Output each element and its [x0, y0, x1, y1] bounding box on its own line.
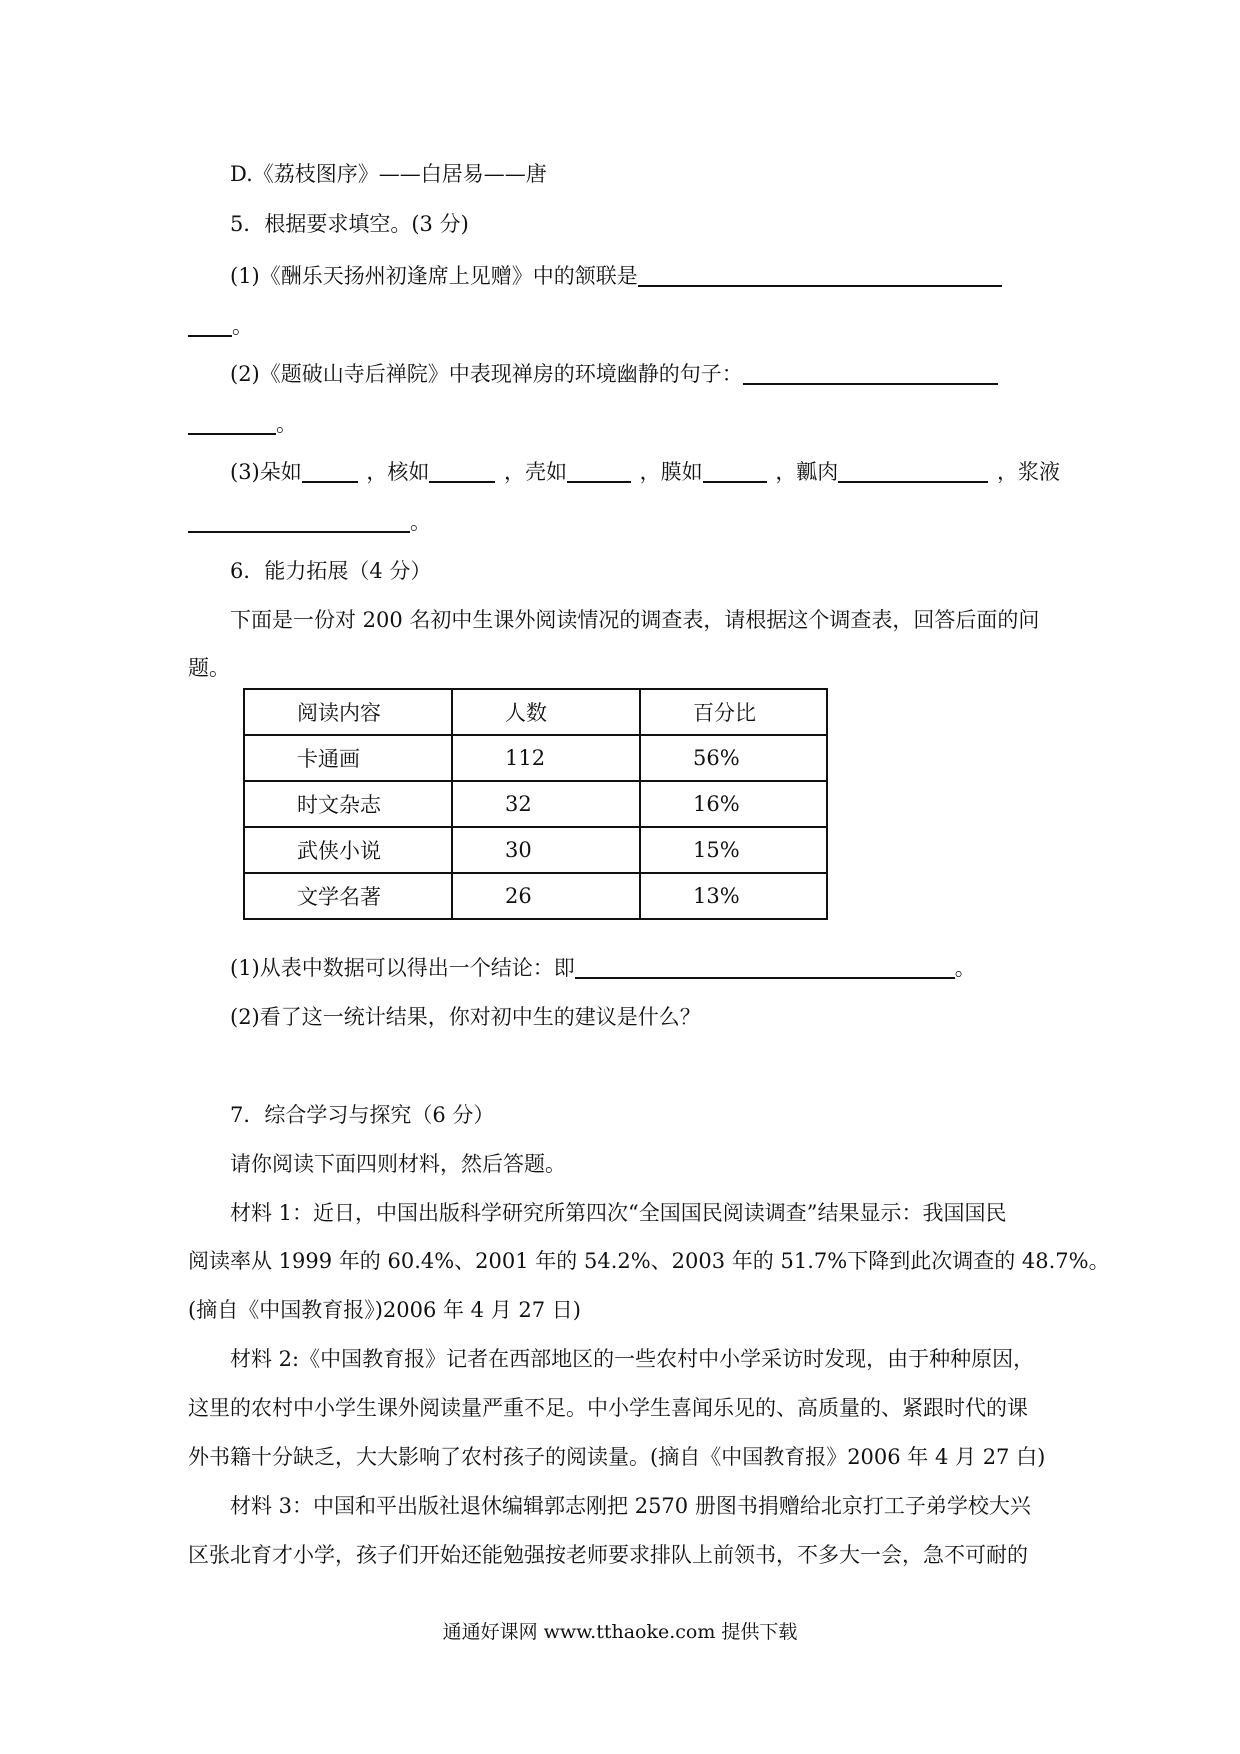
- q7-material3-line2: 区张北育才小学，孩子们开始还能勉强按老师要求排队上前领书，不多大一会，急不可耐的: [188, 1543, 1028, 1567]
- q7-intro: 请你阅读下面四则材料，然后答题。: [230, 1152, 566, 1176]
- q5-item3-blank[interactable]: [567, 459, 631, 483]
- q5-item2-end: 。: [276, 412, 297, 436]
- q5-item1: [230, 262, 1002, 290]
- table-cell: 30: [452, 827, 640, 873]
- q7-material3-line1: 材料 3：中国和平出版社退休编辑郭志刚把 2570 册图书捐赠给北京打工子弟学校大兴: [230, 1494, 1031, 1518]
- page-footer: 通通好课网 www.tthaoke.com 提供下载: [442, 1621, 798, 1643]
- q7-material2-line3: 外书籍十分缺乏，大大影响了农村孩子的阅读量。(摘自《中国教育报》2006 年 4 月 27 白): [188, 1445, 1046, 1469]
- table-cell: 15%: [640, 827, 827, 873]
- q5-item3-blank[interactable]: [703, 459, 767, 483]
- q5-item2-cont: [188, 410, 297, 438]
- q5-item1-cont: [188, 312, 253, 340]
- q5-heading: 5．根据要求填空。(3 分): [230, 212, 469, 236]
- q6-heading: 6．能力拓展（4 分）: [230, 559, 432, 583]
- q5-item2-blank-cont[interactable]: [188, 411, 276, 435]
- table-cell: 32: [452, 781, 640, 827]
- q6-intro-line2: 题。: [188, 656, 230, 680]
- q5-item3-label: ，壳如: [504, 460, 568, 484]
- q5-item3-label: ，浆液: [996, 460, 1060, 484]
- q6-sub1-end: 。: [954, 956, 976, 980]
- table-cell: 16%: [640, 781, 827, 827]
- q7-material1-line1: 材料 1：近日，中国出版科学研究所第四次“全国国民阅读调查”结果显示：我国国民: [230, 1201, 1007, 1225]
- q6-intro-line1: 下面是一份对 200 名初中生课外阅读情况的调查表，请根据这个调查表，回答后面的问: [230, 608, 1040, 632]
- q4-option-d: D.《荔枝图序》——白居易——唐: [230, 162, 547, 186]
- table-cell: 56%: [640, 735, 827, 781]
- q5-item2: [230, 360, 998, 388]
- table-cell: 文学名著: [244, 873, 452, 919]
- table-row: [244, 827, 827, 873]
- table-cell: 武侠小说: [244, 827, 452, 873]
- q5-item3-blank[interactable]: [302, 459, 358, 483]
- q5-item3-label: ，瓤肉: [775, 460, 839, 484]
- q6-sub1-blank[interactable]: [575, 955, 955, 979]
- q6-sub1: [230, 954, 976, 982]
- table-header-cell: 百分比: [640, 689, 827, 735]
- q5-item1-text: (1)《酬乐天扬州初逢席上见赠》中的颔联是: [230, 264, 638, 288]
- table-header-row: [244, 689, 827, 735]
- q5-item3-blank[interactable]: [838, 459, 988, 483]
- q7-heading: 7．综合学习与探究（6 分）: [230, 1103, 495, 1127]
- q5-item3: [230, 458, 1060, 486]
- q5-item2-text: (2)《题破山寺后禅院》中表现禅房的环境幽静的句子：: [230, 362, 743, 386]
- q5-item2-blank[interactable]: [743, 361, 998, 385]
- table-row: [244, 873, 827, 919]
- q5-item3-label: (3)朵如: [230, 460, 302, 484]
- q5-item3-seg: [640, 458, 767, 486]
- table-cell: 13%: [640, 873, 827, 919]
- q7-material2-line1: 材料 2:《中国教育报》记者在西部地区的一些农村中小学采访时发现，由于种种原因，: [230, 1347, 1035, 1371]
- q5-item1-blank[interactable]: [638, 263, 1002, 287]
- table-cell: 26: [452, 873, 640, 919]
- q5-item3-end: 。: [410, 510, 431, 534]
- q7-material1-line2: 阅读率从 1999 年的 60.4%、2001 年的 54.2%、2003 年的 51.7%下降到此次调查的 48.7%。: [188, 1249, 1110, 1273]
- survey-table: [243, 688, 828, 920]
- table-header-cell: 人数: [452, 689, 640, 735]
- q7-material1-line3: (摘自《中国教育报》)2006 年 4 月 27 日): [188, 1298, 581, 1322]
- q5-item3-cont: [188, 508, 431, 536]
- q5-item3-seg: [504, 458, 631, 486]
- q5-item3-seg: [775, 458, 988, 486]
- q5-item3-blank-cont[interactable]: [188, 509, 410, 533]
- q5-item3-seg: [230, 458, 358, 486]
- q5-item1-end: 。: [232, 314, 253, 338]
- table-row: [244, 781, 827, 827]
- q7-material2-line2: 这里的农村中小学生课外阅读量严重不足。中小学生喜闻乐见的、高质量的、紧跟时代的课: [188, 1396, 1028, 1420]
- table-header-cell: 阅读内容: [244, 689, 452, 735]
- q5-item1-blank-cont[interactable]: [188, 313, 232, 337]
- table-cell: 时文杂志: [244, 781, 452, 827]
- q5-item3-label: ，核如: [366, 460, 430, 484]
- table-cell: 112: [452, 735, 640, 781]
- q6-sub1-text: (1)从表中数据可以得出一个结论：即: [230, 956, 575, 980]
- q5-item3-blank[interactable]: [429, 459, 495, 483]
- q5-item3-seg: [366, 458, 495, 486]
- q6-sub2: (2)看了这一统计结果，你对初中生的建议是什么？: [230, 1005, 701, 1029]
- q5-item3-label: ，膜如: [639, 460, 703, 484]
- table-cell: 卡通画: [244, 735, 452, 781]
- table-row: [244, 735, 827, 781]
